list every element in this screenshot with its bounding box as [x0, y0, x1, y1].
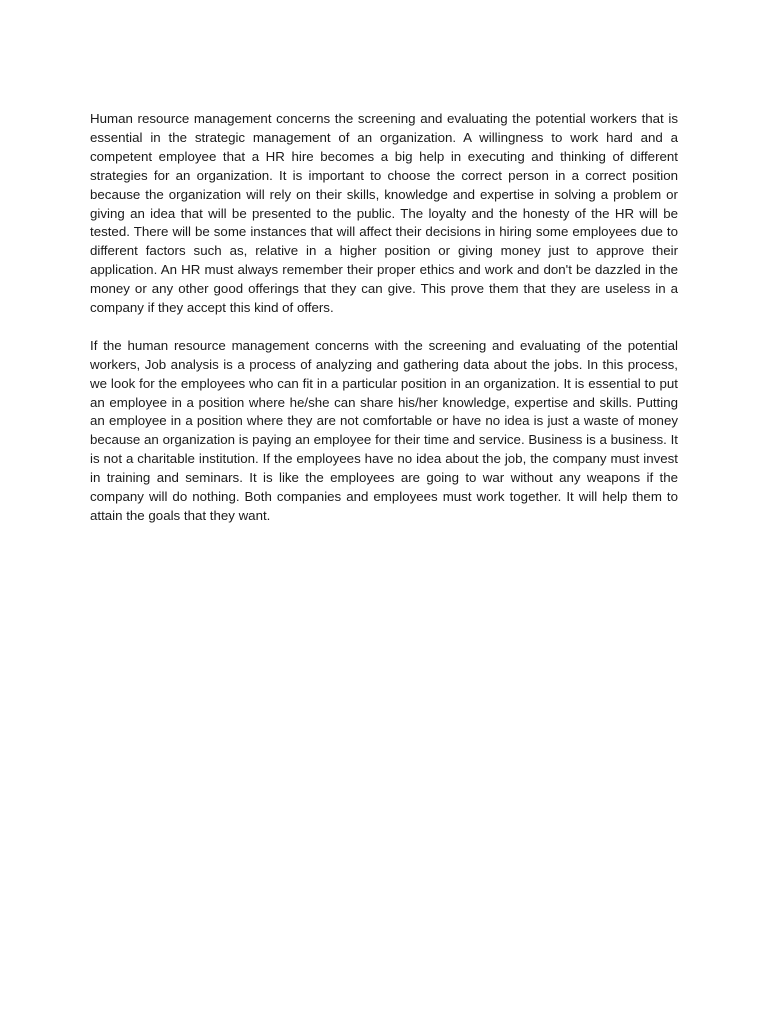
paragraph-1: Human resource management concerns the screening and evaluating the potential workers that is essential in the strategic management of an organization. A willingness to work hard and a competent employee that a HR hire becomes a big help in executing and thinking of different strategies for an organization. It is important to choose the correct person in a correct position because the organization will rely on their skills, knowledge and expertise in solving a problem or giving an idea that will be presented to the public. The loyalty and the honesty of the HR will be tested. There will be some instances that will affect their decisions in hiring some employees due to different factors such as, relative in a higher position or giving money just to approve their application. An HR must always remember their proper ethics and work and don't be dazzled in the money or any other good offerings that they can give. This prove them that they are useless in a company if they accept this kind of offers.: [90, 111, 678, 316]
paragraph-2: If the human resource management concerns with the screening and evaluating of the potential workers, Job analysis is a process of analyzing and gathering data about the jobs. In this process, we look for the employees who can fit in a particular position in an organization. It is essential to put an employee in a position where he/she can share his/her knowledge, expertise and skills. Putting an employee in a position where they are not comfortable or have no idea is just a waste of money because an organization is paying an employee for their time and service. Business is a business. It is not a charitable institution. If the employees have no idea about the job, the company must invest in training and seminars. It is like the employees are going to war without any weapons if the company will do nothing. Both companies and employees must work together. It will help them to attain the goals that they want.: [90, 337, 678, 524]
document-body: [90, 110, 678, 526]
